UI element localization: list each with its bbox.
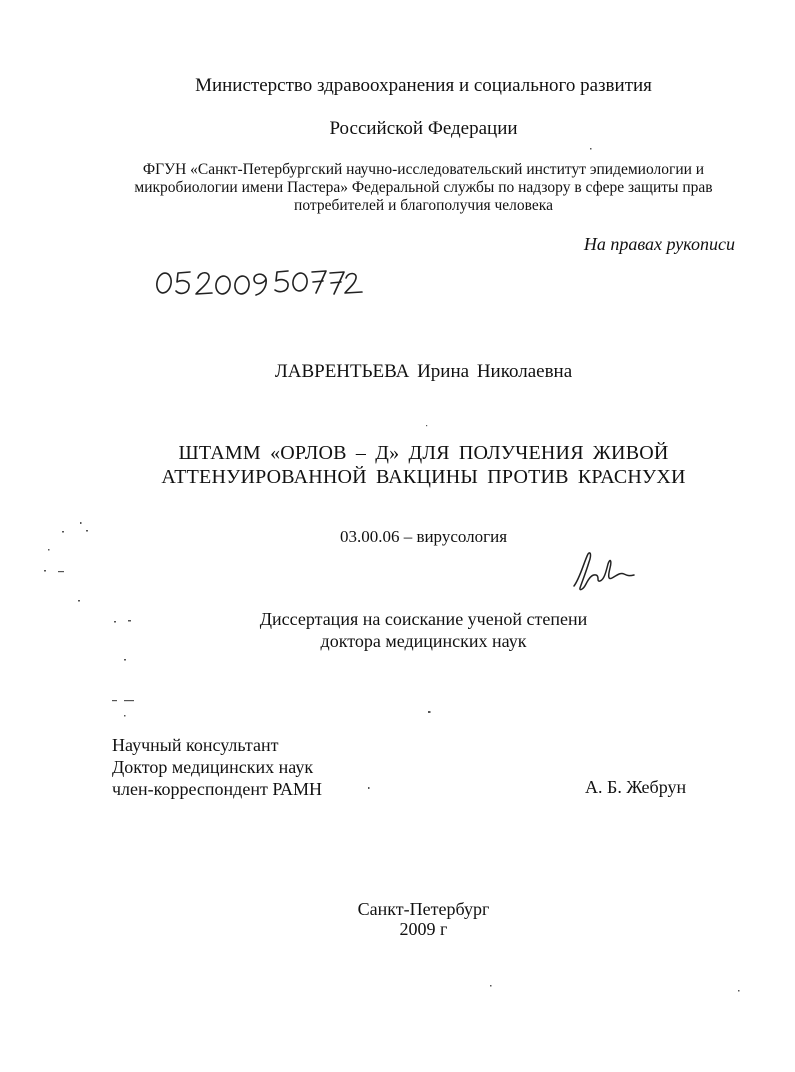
consultant-block: [112, 734, 322, 800]
specialty-code: 03.00.06 – вирусология: [339, 527, 508, 546]
dissertation-degree-line-2: доктора медицинских наук: [320, 631, 527, 651]
dissertation-degree-line-1: Диссертация на соискание ученой степени: [259, 609, 588, 629]
institute-line-1: ФГУН «Санкт-Петербургский научно-исследовательский институт эпидемиологии и: [142, 161, 705, 178]
consultant-role: Научный консультант: [112, 735, 279, 755]
ministry-name: Министерство здравоохранения и социального развития: [195, 75, 652, 96]
rights-note: На правах рукописи: [583, 234, 735, 254]
handwritten-code-drawing: [150, 262, 365, 302]
institute-line-3: потребителей и благополучия человека: [294, 197, 553, 214]
dissertation-title-line-1: ШТАММ «ОРЛОВ – Д» ДЛЯ ПОЛУЧЕНИЯ ЖИВОЙ: [178, 442, 669, 464]
city: Санкт-Петербург: [357, 899, 490, 919]
dissertation-title-line-2: АТТЕНУИРОВАННОЙ ВАКЦИНЫ ПРОТИВ КРАСНУХИ: [161, 466, 686, 488]
consultant-name: А. Б. Жебрун: [585, 777, 687, 797]
consultant-rank: член-корреспондент РАМН: [112, 779, 323, 799]
institute-line-2: микробиологии имени Пастера» Федеральной службы по надзору в сфере защиты прав: [134, 179, 713, 196]
year: 2009 г: [399, 919, 448, 939]
federation-name: Российской Федерации: [329, 118, 518, 139]
signature-drawing: [570, 548, 640, 593]
author-name: ЛАВРЕНТЬЕВА Ирина Николаевна: [274, 361, 573, 382]
consultant-degree: Доктор медицинских наук: [112, 757, 314, 777]
